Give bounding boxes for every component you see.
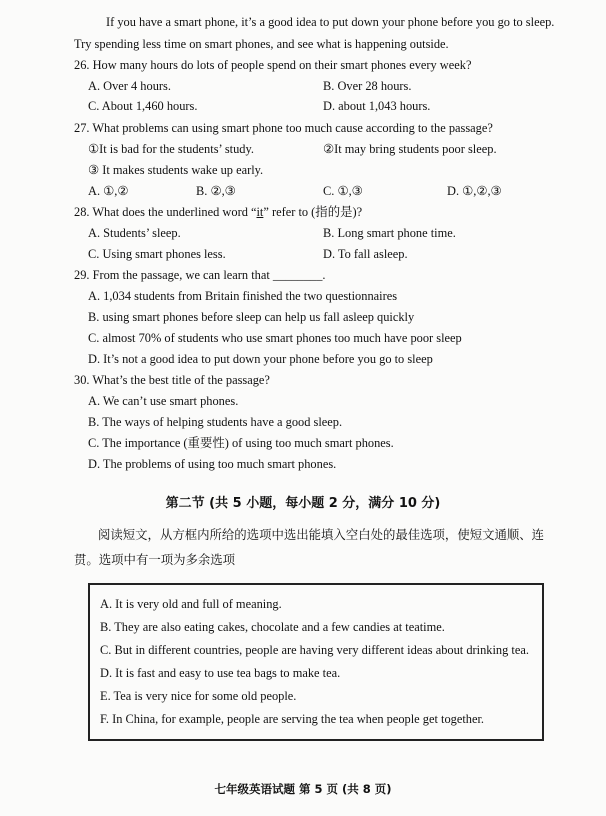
question-30-option-c: C. The importance (重要性) of using too much smart phones. [88,436,394,450]
question-29-option-c: C. almost 70% of students who use smart phones too much have poor sleep [88,331,462,345]
question-28-underlined-word: it [256,205,264,219]
section-2-instruction-line-2: 贯。选项中有一项为多余选项 [74,552,236,567]
question-28-option-b: B. Long smart phone time. [323,226,456,240]
options-box [88,583,544,741]
question-27-option-c: C. ①,③ [323,184,363,198]
question-28-option-a: A. Students’ sleep. [88,226,181,240]
box-option-f: F. In China, for example, people are serving the tea when people get together. [100,712,485,726]
section-2-title: 第二节 (共 5 小题，每小题 2 分，满分 10 分) [165,496,441,511]
question-27-stem: 27. What problems can using smart phone too much cause according to the passage? [74,121,493,135]
question-26-option-c: C. About 1,460 hours. [88,99,198,113]
question-30-option-d: D. The problems of using too much smart phones. [88,457,337,471]
question-28-stem [74,204,362,220]
passage-closing-paragraph: If you have a smart phone, it’s a good idea to put down your phone before you go to sleep. Try spending less time on smart phones, and see what is happening outside. [74,15,555,51]
question-28-stem-before: 28. What does the underlined word “ [74,205,257,219]
question-26-option-a: A. Over 4 hours. [88,79,171,93]
question-28-option-d: D. To fall asleep. [323,247,408,261]
box-option-b: B. They are also eating cakes, chocolate and a few candies at teatime. [100,620,445,634]
box-option-d: D. It is fast and easy to use tea bags to make tea. [100,666,341,680]
question-26-option-d: D. about 1,043 hours. [323,99,431,113]
question-27-statement-2: ②It may bring students poor sleep. [323,142,497,156]
question-27-statement-1: ①It is bad for the students’ study. [88,142,254,156]
section-2-instruction-line-1: 阅读短文，从方框内所给的选项中选出能填入空白处的最佳选项，使短文通顺、连 [98,527,545,542]
question-29-option-a: A. 1,034 students from Britain finished the two questionnaires [88,289,398,303]
question-27-option-b: B. ②,③ [196,184,236,198]
question-30-option-b: B. The ways of helping students have a good sleep. [88,415,343,429]
question-26-stem: 26. How many hours do lots of people spend on their smart phones every week? [74,58,472,72]
box-option-a: A. It is very old and full of meaning. [100,597,282,611]
question-29-option-b: B. using smart phones before sleep can help us fall asleep quickly [88,310,415,324]
question-29-stem: 29. From the passage, we can learn that ________. [74,268,326,282]
question-28-stem-after: ” refer to (指的是)? [263,205,363,219]
question-30-option-a: A. We can’t use smart phones. [88,394,239,408]
question-26-option-b: B. Over 28 hours. [323,79,412,93]
question-27-option-a: A. ①,② [88,184,129,198]
box-option-c: C. But in different countries, people are having very different ideas about drinking tea. [100,643,529,657]
page-footer: 七年级英语试题 第 5 页 (共 8 页) [214,782,392,796]
question-29-option-d: D. It’s not a good idea to put down your phone before you go to sleep [88,352,433,366]
question-27-option-d: D. ①,②,③ [447,184,502,198]
question-28-option-c: C. Using smart phones less. [88,247,226,261]
question-30-stem: 30. What’s the best title of the passage? [74,373,270,387]
box-option-e: E. Tea is very nice for some old people. [100,689,297,703]
question-27-statement-3: ③ It makes students wake up early. [88,163,264,177]
